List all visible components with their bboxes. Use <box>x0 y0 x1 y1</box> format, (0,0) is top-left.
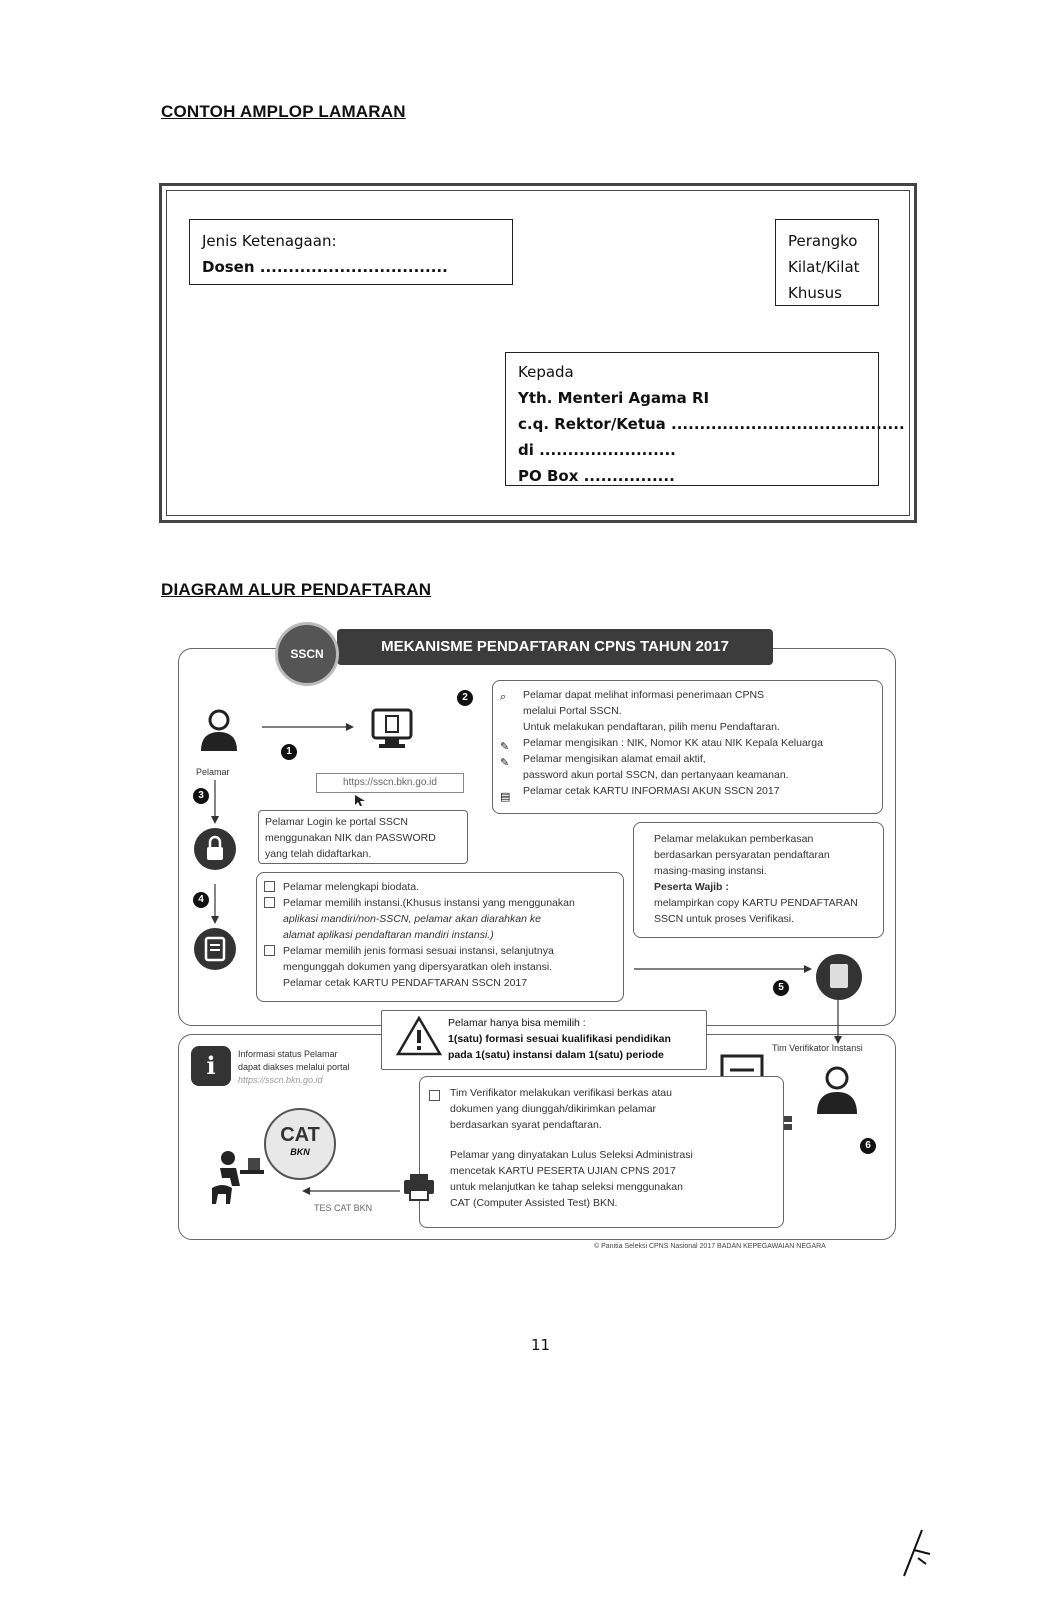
step5-line: melampirkan copy KARTU PENDAFTARAN <box>654 897 858 909</box>
section-title-envelope: CONTOH AMPLOP LAMARAN <box>161 102 406 121</box>
warning-line: pada 1(satu) instansi dalam 1(satu) periode <box>448 1049 664 1061</box>
section-title-diagram: DIAGRAM ALUR PENDAFTARAN <box>161 580 432 599</box>
info-line: Informasi status Pelamar <box>238 1049 338 1059</box>
step2-line: Pelamar mengisikan alamat email aktif, <box>523 753 706 765</box>
test-taker-icon <box>206 1148 268 1206</box>
step5-line: masing-masing instansi. <box>654 865 767 877</box>
warning-icon <box>396 1016 442 1056</box>
step5-line: Peserta Wajib : <box>654 881 729 893</box>
sscn-seal-icon: SSCN <box>275 622 339 686</box>
form-icon <box>194 928 236 970</box>
info-line: dapat diakses melalui portal <box>238 1062 350 1072</box>
jenis-label: Jenis Ketenagaan: <box>202 232 337 250</box>
arrow-right-icon <box>262 722 354 732</box>
cat-logo-sub: BKN <box>290 1147 310 1157</box>
step4-line: Pelamar memilih instansi.(Khusus instansi yang menggunakan <box>283 897 575 909</box>
info-text <box>238 1048 350 1087</box>
diagram-footer: © Panitia Seleksi CPNS Nasional 2017 BADAN KEPEGAWAIAN NEGARA <box>594 1243 826 1250</box>
step2-line: Pelamar mengisikan : NIK, Nomor KK atau NIK Kepala Keluarga <box>523 737 823 749</box>
step2-line: Pelamar cetak KARTU INFORMASI AKUN SSCN 2017 <box>523 785 780 797</box>
step4-line: Pelamar memilih jenis formasi sesuai instansi, selanjutnya <box>283 945 554 957</box>
printer-icon: ▤ <box>500 790 511 803</box>
checkbox-icon <box>264 881 275 892</box>
address-di: di ........................ <box>518 441 676 459</box>
step5-panel <box>633 822 884 938</box>
lock-icon <box>194 828 236 870</box>
cursor-icon <box>353 793 367 807</box>
final-line: CAT (Computer Assisted Test) BKN. <box>450 1197 618 1209</box>
stamp-line-2: Kilat/Kilat <box>788 258 860 276</box>
arrow-right-icon <box>634 964 812 974</box>
warning-line: 1(satu) formasi sesuai kualifikasi pendidikan <box>448 1033 671 1045</box>
step-number-4: 4 <box>193 892 209 908</box>
final-line: Pelamar yang dinyatakan Lulus Seleksi Administrasi <box>450 1149 693 1161</box>
address-box <box>505 352 905 486</box>
step4-line: alamat aplikasi pendaftaran mandiri instansi.) <box>283 929 494 941</box>
stamp-line-3: Khusus <box>788 284 842 302</box>
step2-panel <box>492 680 883 814</box>
step4-panel <box>256 872 624 1002</box>
final-line: untuk melanjutkan ke tahap seleksi menggunakan <box>450 1181 683 1193</box>
address-cq: c.q. Rektor/Ketua ......................................... <box>518 415 905 433</box>
step-number-5: 5 <box>773 980 789 996</box>
step4-line: mengunggah dokumen yang dipersyaratkan oleh instansi. <box>283 961 553 973</box>
info-line: https://sscn.bkn.go.id <box>238 1075 323 1085</box>
stamp-box <box>775 219 879 306</box>
cat-bkn-logo <box>264 1108 336 1180</box>
search-icon: ⌕ <box>500 690 507 703</box>
address-kepada: Kepada <box>518 363 574 381</box>
stamp-line-1: Perangko <box>788 232 858 250</box>
info-icon: i <box>191 1046 231 1086</box>
edit-icon: ✎ <box>500 740 510 753</box>
step4-line: Pelamar melengkapi biodata. <box>283 881 419 893</box>
step5-line: Pelamar melakukan pemberkasan <box>654 833 814 845</box>
step5-line: SSCN untuk proses Verifikasi. <box>654 913 795 925</box>
step2-line: password akun portal SSCN, dan pertanyaan keamanan. <box>523 769 789 781</box>
edit-icon: ✎ <box>500 756 510 769</box>
step-number-2: 2 <box>457 690 473 706</box>
login-line: yang telah didaftarkan. <box>265 848 372 860</box>
step-number-6: 6 <box>860 1138 876 1154</box>
arrow-down-icon <box>833 1000 843 1044</box>
step-number-3: 3 <box>193 788 209 804</box>
tes-cat-label: TES CAT BKN <box>314 1203 373 1213</box>
checkbox-icon <box>264 945 275 956</box>
step2-line: melalui Portal SSCN. <box>523 705 622 717</box>
arrow-down-icon <box>210 780 220 824</box>
step4-line: aplikasi mandiri/non-SSCN, pelamar akan diarahkan ke <box>283 913 541 925</box>
login-panel <box>258 810 468 864</box>
address-yth: Yth. Menteri Agama RI <box>518 389 710 407</box>
step-number-1: 1 <box>281 744 297 760</box>
step4-line: Pelamar cetak KARTU PENDAFTARAN SSCN 2017 <box>283 977 528 989</box>
user-icon <box>198 708 240 752</box>
verif-line: Tim Verifikator melakukan verifikasi berkas atau <box>450 1087 672 1099</box>
jenis-ketenagaan-box <box>189 219 513 285</box>
cat-logo-text: CAT <box>280 1124 320 1146</box>
diagram-banner: MEKANISME PENDAFTARAN CPNS TAHUN 2017 <box>337 629 773 665</box>
jenis-value: Dosen ................................. <box>202 258 448 276</box>
tim-verifikator-label: Tim Verifikator Instansi <box>772 1043 863 1053</box>
step2-line: Untuk melakukan pendaftaran, pilih menu Pendaftaran. <box>523 721 780 733</box>
computer-icon <box>370 706 414 750</box>
checkbox-icon <box>429 1090 440 1101</box>
arrow-down-icon <box>210 884 220 924</box>
arrow-left-icon <box>302 1186 400 1196</box>
final-line: mencetak KARTU PESERTA UJIAN CPNS 2017 <box>450 1165 676 1177</box>
step5-line: berdasarkan persyaratan pendaftaran <box>654 849 830 861</box>
checkbox-icon <box>264 897 275 908</box>
verifier-person-icon <box>814 1064 860 1114</box>
document-icon <box>816 954 862 1000</box>
initial-signature <box>896 1524 936 1580</box>
address-pobox: PO Box ................ <box>518 467 675 485</box>
portal-url: https://sscn.bkn.go.id <box>316 773 464 793</box>
verif-line: berdasarkan syarat pendaftaran. <box>450 1119 602 1131</box>
warning-line: Pelamar hanya bisa memilih : <box>448 1017 586 1029</box>
pelamar-label: Pelamar <box>196 767 230 777</box>
login-line: Pelamar Login ke portal SSCN <box>265 816 408 828</box>
login-line: menggunakan NIK dan PASSWORD <box>265 832 436 844</box>
printer-icon <box>402 1172 436 1202</box>
verif-line: dokumen yang diunggah/dikirimkan pelamar <box>450 1103 657 1115</box>
verification-panel <box>419 1076 784 1228</box>
page-number: 11 <box>531 1336 551 1354</box>
step2-line: Pelamar dapat melihat informasi penerimaan CPNS <box>523 689 765 701</box>
